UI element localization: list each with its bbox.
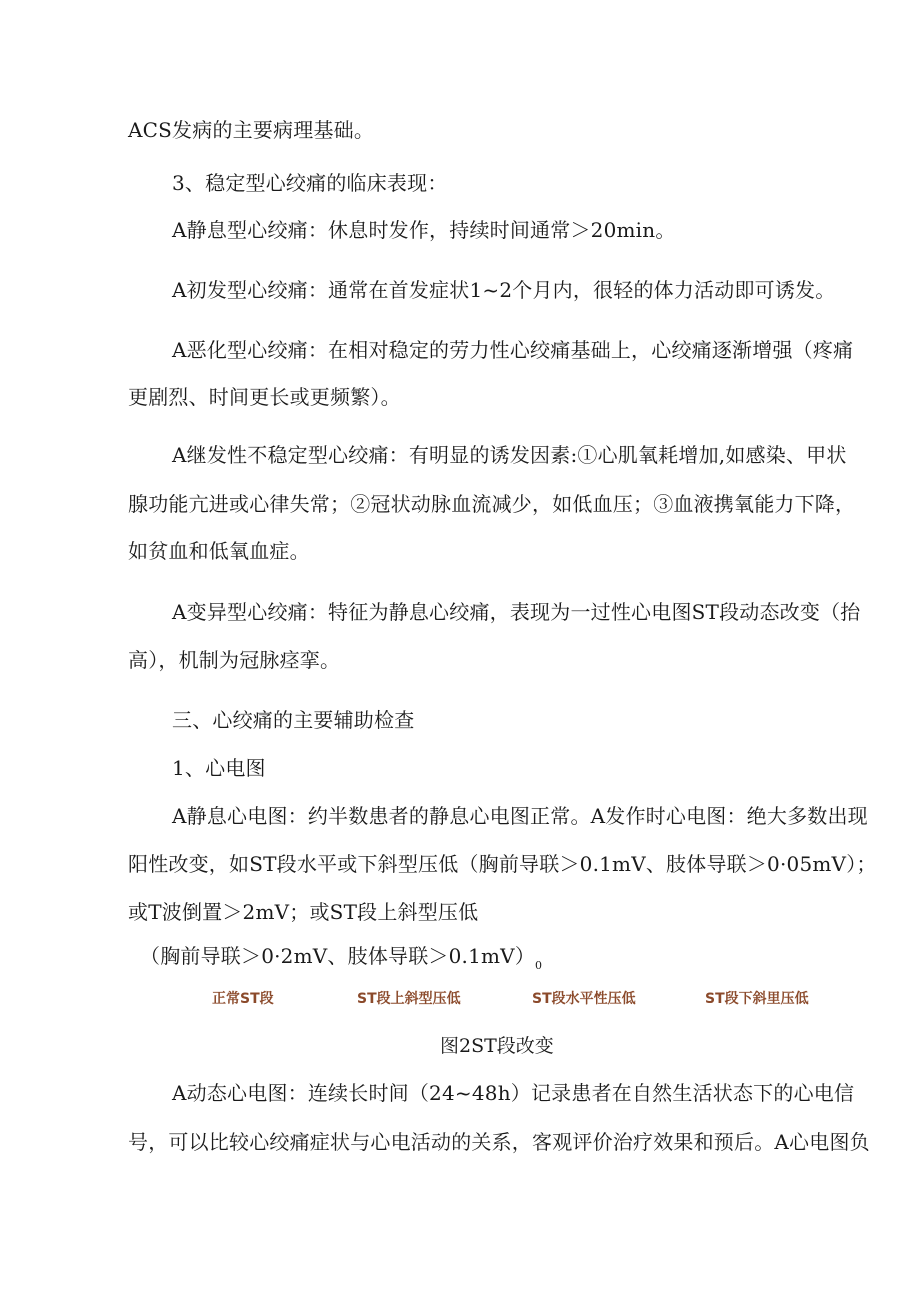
paragraph-line: A继发性不稳定型心绞痛：有明显的诱发因素:①心肌氧耗增加,如感染、甲状: [172, 443, 847, 467]
figure-label-horizontal-st: ST段水平性压低: [532, 991, 636, 1007]
paragraph-line: 如贫血和低氧血症。: [128, 539, 310, 563]
paragraph-line: 高），机制为冠脉痉挛。: [128, 648, 341, 672]
paragraph-line: 号，可以比较心绞痛症状与心电活动的关系，客观评价治疗效果和预后。A心电图负: [128, 1130, 870, 1154]
paragraph-line: A动态心电图：连续长时间（24~48h）记录患者在自然生活状态下的心电信: [172, 1081, 855, 1105]
trailing-mark: 0: [535, 959, 543, 972]
figure-label-upsloping-st: ST段上斜型压低: [357, 991, 461, 1007]
paragraph-line: A变异型心绞痛：特征为静息心绞痛，表现为一过性心电图ST段动态改变（抬: [172, 600, 861, 624]
subsection-heading: 1、心电图: [172, 756, 266, 780]
paragraph-line: A静息心电图：约半数患者的静息心电图正常。A发作时心电图：绝大多数出现: [172, 804, 868, 828]
paragraph-line: 或T波倒置＞2mV；或ST段上斜型压低: [128, 900, 479, 924]
paragraph-line: [140, 942, 542, 980]
paragraph-line: 更剧烈、时间更长或更频繁）。: [128, 385, 401, 409]
section-heading: 3、稳定型心绞痛的临床表现：: [172, 171, 448, 195]
paragraph-line: A初发型心绞痛：通常在首发症状1~2个月内，很轻的体力活动即可诱发。: [172, 278, 836, 302]
paragraph-line: A恶化型心绞痛：在相对稳定的劳力性心绞痛基础上，心绞痛逐渐增强（疼痛: [172, 338, 854, 362]
paragraph-text: （胸前导联＞0·2mV、肢体导联＞0.1mV）: [140, 944, 536, 968]
figure-label-normal-st: 正常ST段: [212, 991, 274, 1007]
paragraph-line: A静息型心绞痛：休息时发作，持续时间通常＞20min。: [172, 218, 676, 242]
paragraph-line: ACS发病的主要病理基础。: [128, 118, 375, 142]
paragraph-line: 阳性改变，如ST段水平或下斜型压低（胸前导联＞0.1mV、肢体导联＞0·05mV）；: [128, 852, 877, 876]
section-heading: 三、心绞痛的主要辅助检查: [172, 708, 415, 732]
figure-label-downsloping-st: ST段下斜里压低: [705, 991, 809, 1007]
figure-caption: 图2ST段改变: [440, 1035, 554, 1057]
paragraph-line: 腺功能亢进或心律失常；②冠状动脉血流减少，如低血压；③血液携氧能力下降，: [128, 492, 856, 516]
